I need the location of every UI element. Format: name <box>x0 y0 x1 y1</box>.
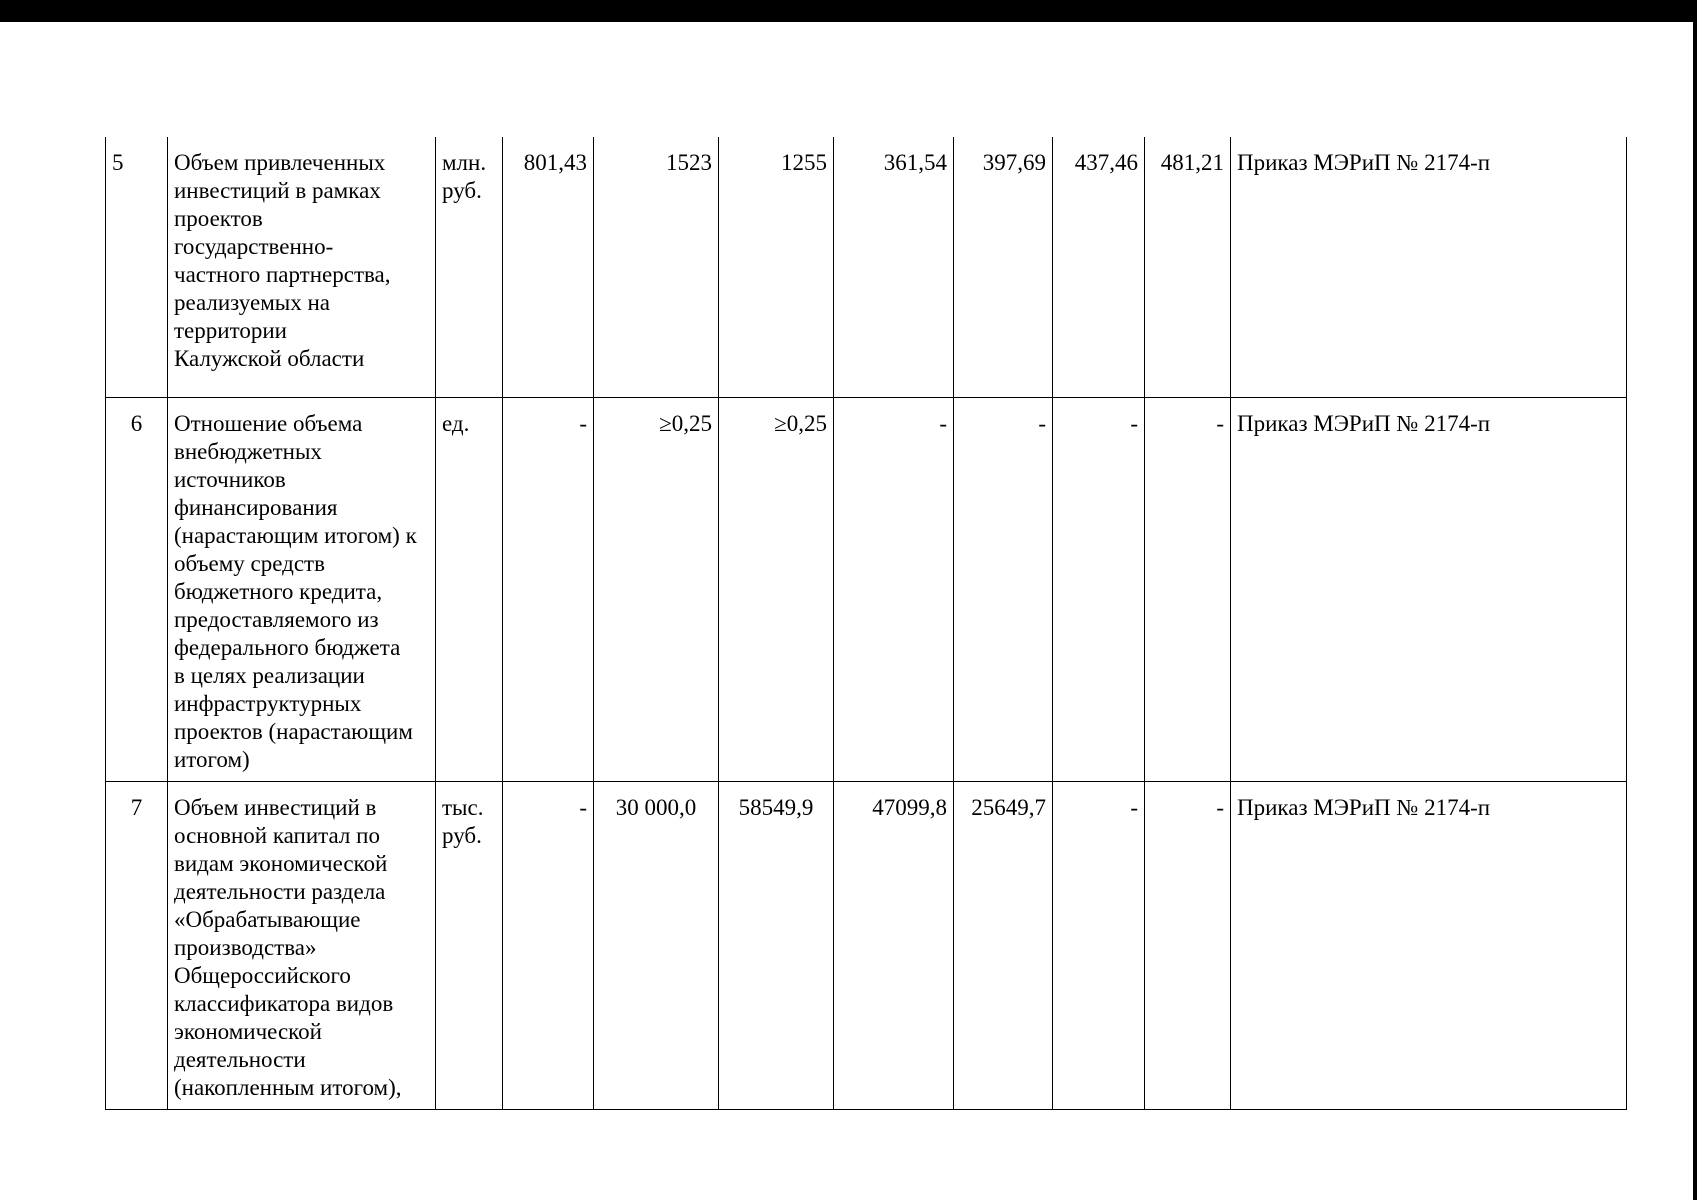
value-cell: - <box>1053 781 1145 1109</box>
unit-line: руб. <box>442 822 482 848</box>
value-cell: - <box>1053 397 1145 781</box>
indicator-name-line: «Обрабатывающие <box>174 906 361 932</box>
scan-top-border <box>0 0 1697 22</box>
value-cell: 801,43 <box>503 137 594 397</box>
indicator-name <box>168 397 436 781</box>
indicator-name-line: экономической <box>174 1018 322 1044</box>
value-cell: - <box>503 781 594 1109</box>
value-cell: - <box>503 397 594 781</box>
value-cell: 361,54 <box>834 137 954 397</box>
indicator-name-line: (нарастающим итогом) к <box>174 522 417 548</box>
row-number: 7 <box>106 781 168 1109</box>
value-cell: ≥0,25 <box>719 397 834 781</box>
row-number: 5 <box>106 137 168 397</box>
unit-line: ед. <box>442 410 470 436</box>
indicator-name-line: классификатора видов <box>174 990 394 1016</box>
indicator-name-line: частного партнерства, <box>174 262 391 287</box>
indicator-name <box>168 137 436 397</box>
unit-line: млн. <box>442 150 487 175</box>
value-cell: - <box>1145 781 1231 1109</box>
indicator-name-line: предоставляемого из <box>174 606 379 632</box>
indicator-name <box>168 781 436 1109</box>
indicator-name-line: федерального бюджета <box>174 634 401 660</box>
indicator-name-line: Отношение объема <box>174 410 363 436</box>
value-cell: 58549,9 <box>719 781 834 1109</box>
value-cell: 47099,8 <box>834 781 954 1109</box>
indicator-name-line: инфраструктурных <box>174 690 362 716</box>
value-cell: ≥0,25 <box>594 397 719 781</box>
unit-cell <box>436 397 503 781</box>
indicator-name-line: объему средств <box>174 550 325 576</box>
value-cell: - <box>954 397 1053 781</box>
row-number: 6 <box>106 397 168 781</box>
indicator-name-line: (накопленным итогом), <box>174 1074 402 1100</box>
indicator-name-line: деятельности раздела <box>174 878 386 904</box>
table-row <box>106 397 1627 781</box>
indicator-name-line: Объем привлеченных <box>174 150 386 175</box>
value-cell: - <box>1145 397 1231 781</box>
indicator-name-line: бюджетного кредита, <box>174 578 383 604</box>
indicator-name-line: видам экономической <box>174 850 388 876</box>
unit-cell <box>436 781 503 1109</box>
value-cell: - <box>834 397 954 781</box>
indicator-name-line: инвестиций в рамках <box>174 178 381 203</box>
indicator-name-line: источников <box>174 466 286 492</box>
scan-right-border <box>1693 22 1697 1200</box>
value-cell: 397,69 <box>954 137 1053 397</box>
value-cell: 1523 <box>594 137 719 397</box>
source-cell: Приказ МЭРиП № 2174-п <box>1231 781 1627 1109</box>
indicator-name-line: внебюджетных <box>174 438 322 464</box>
indicator-name-line: территории <box>174 318 287 343</box>
indicator-name-line: государственно- <box>174 234 334 259</box>
indicator-name-line: проектов (нарастающим <box>174 718 413 744</box>
source-cell: Приказ МЭРиП № 2174-п <box>1231 397 1627 781</box>
unit-line: руб. <box>442 178 482 203</box>
indicator-name-line: Объем инвестиций в <box>174 794 377 820</box>
value-cell: 437,46 <box>1053 137 1145 397</box>
value-cell: 25649,7 <box>954 781 1053 1109</box>
indicators-table <box>105 137 1627 1110</box>
indicator-name-line: производства» <box>174 934 317 960</box>
indicator-name-line: Калужской области <box>174 346 365 371</box>
indicator-name-line: деятельности <box>174 1046 306 1072</box>
indicator-name-line: Общероссийского <box>174 962 351 988</box>
indicator-name-line: итогом) <box>174 746 250 772</box>
indicator-name-line: проектов <box>174 206 263 231</box>
indicator-name-line: реализуемых на <box>174 290 330 315</box>
table-row <box>106 137 1627 397</box>
unit-cell <box>436 137 503 397</box>
unit-line: тыс. <box>442 794 484 820</box>
value-cell: 30 000,0 <box>594 781 719 1109</box>
table-row <box>106 781 1627 1109</box>
indicator-name-line: основной капитал по <box>174 822 380 848</box>
value-cell: 481,21 <box>1145 137 1231 397</box>
indicator-name-line: в целях реализации <box>174 662 365 688</box>
value-cell: 1255 <box>719 137 834 397</box>
source-cell: Приказ МЭРиП № 2174-п <box>1231 137 1627 397</box>
indicator-name-line: финансирования <box>174 494 338 520</box>
